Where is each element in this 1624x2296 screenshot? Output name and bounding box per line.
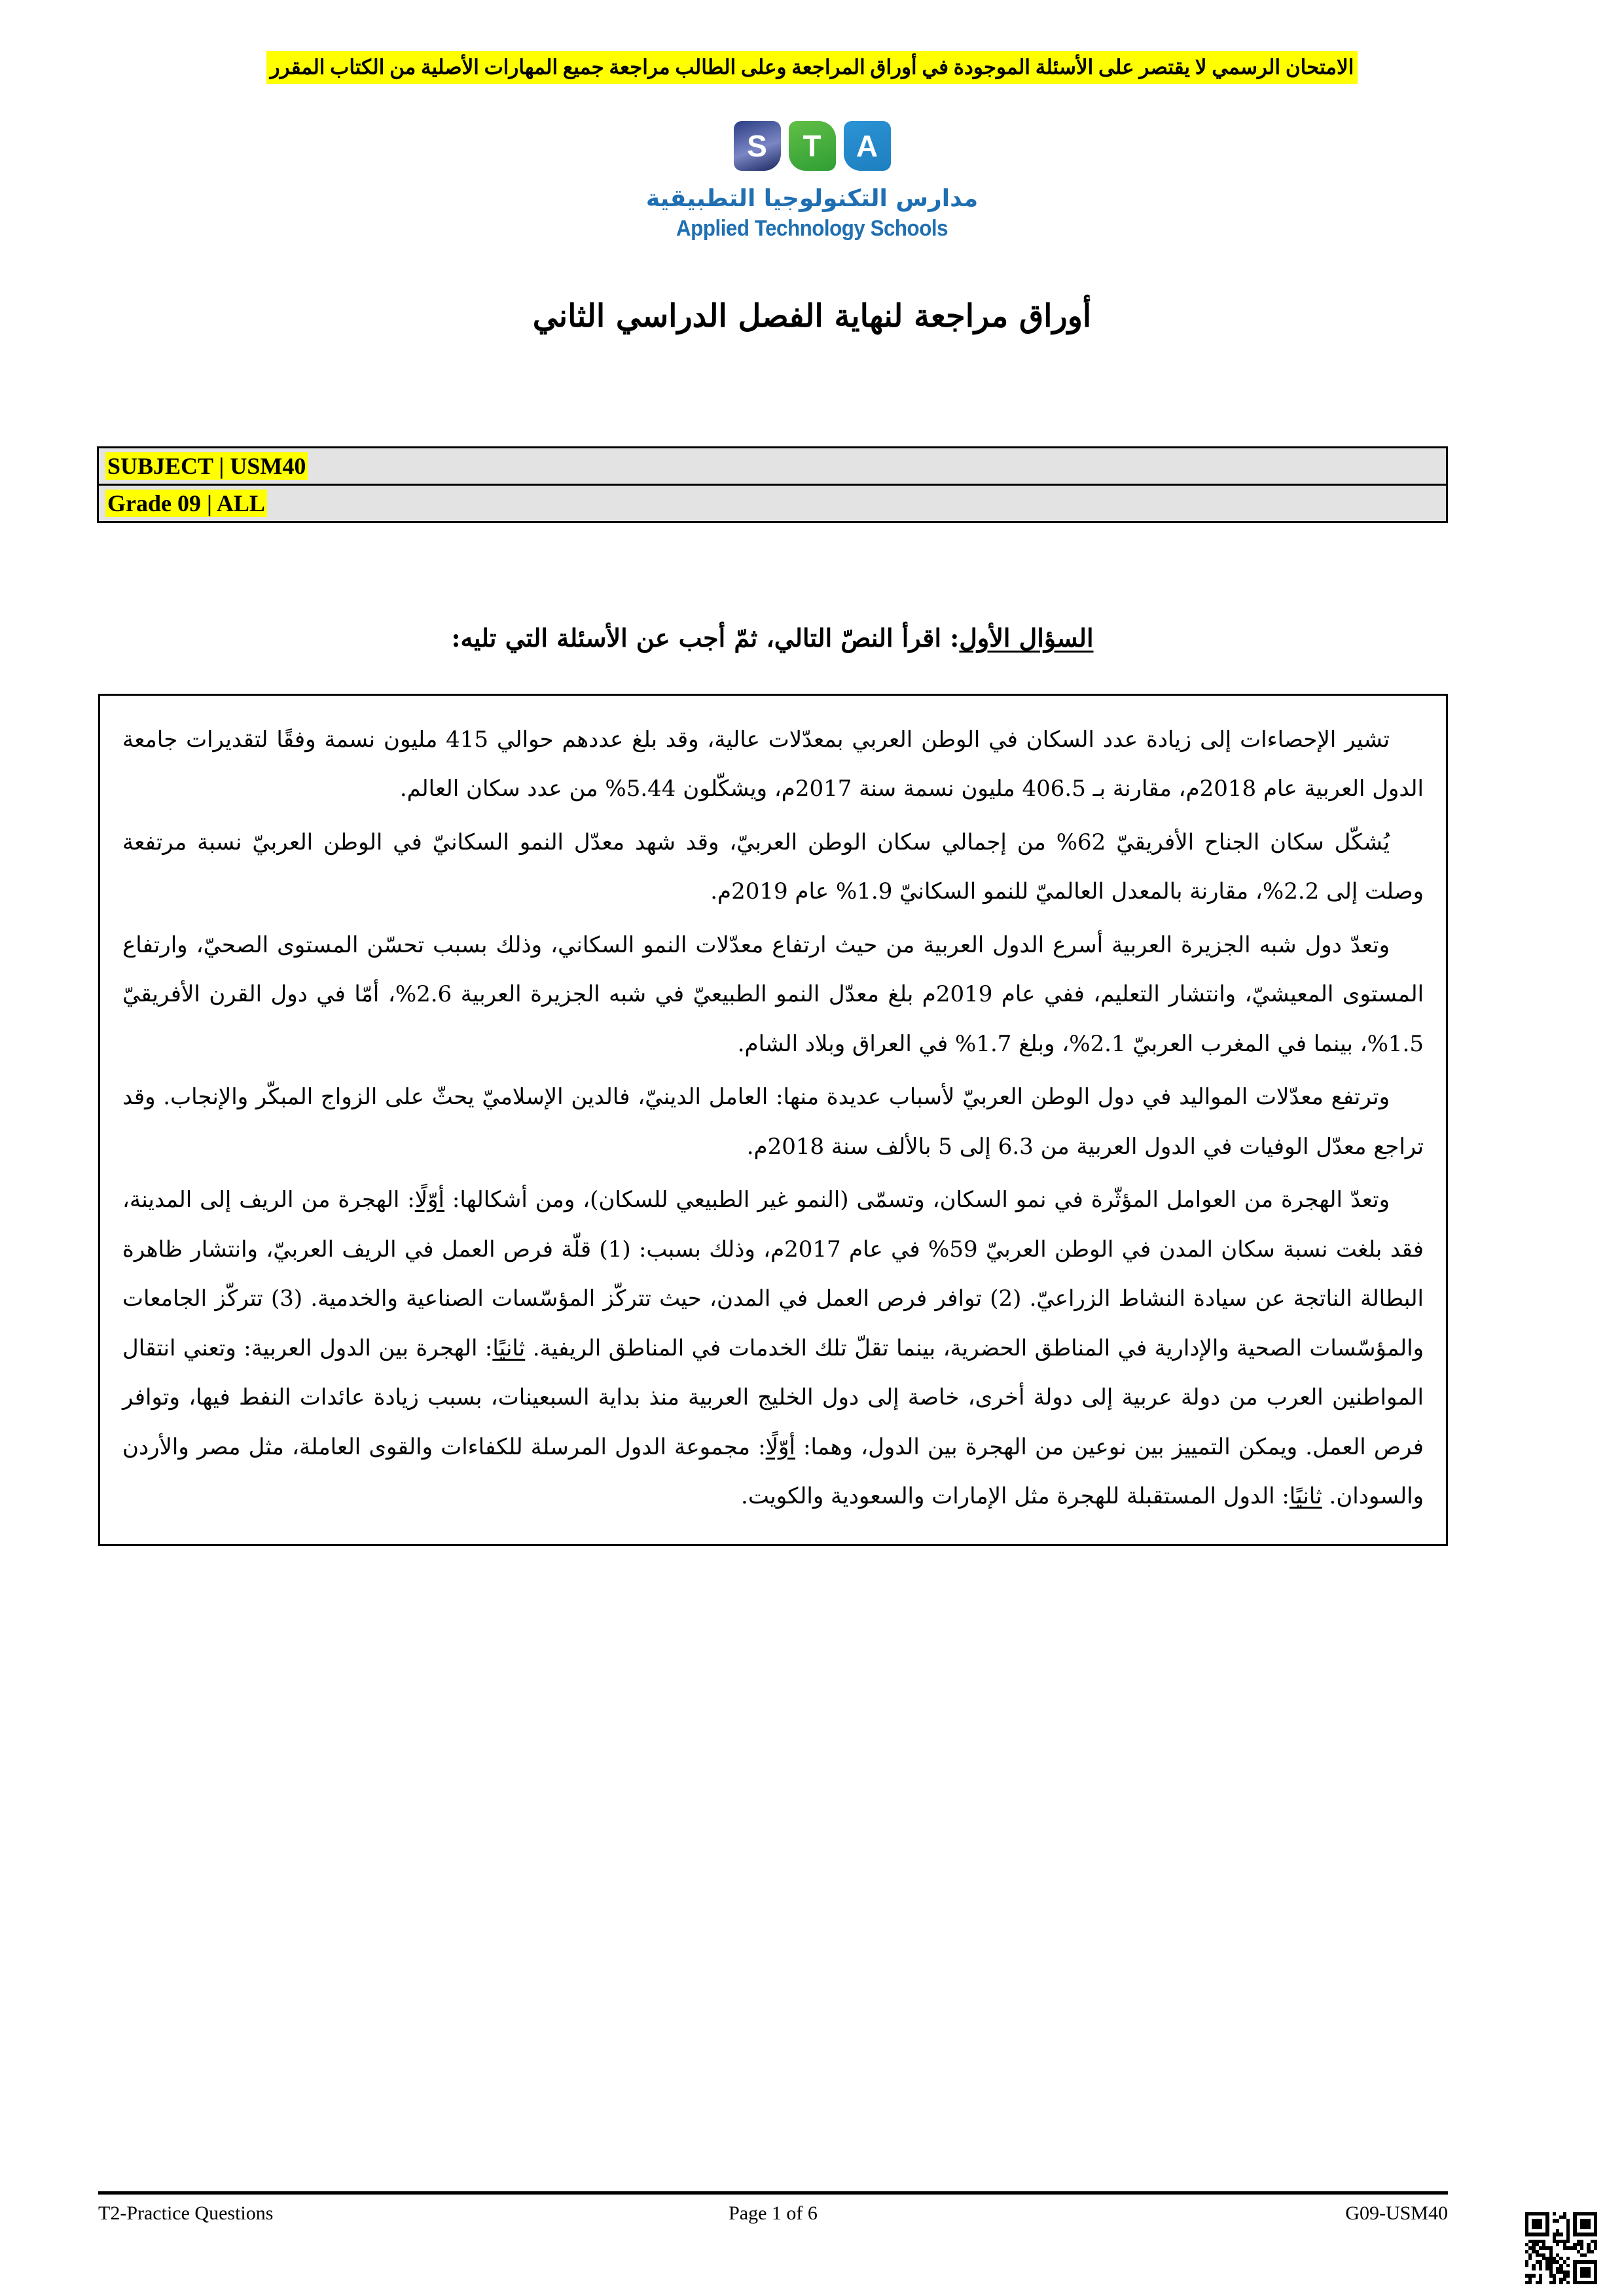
grade-cell (98, 485, 1447, 522)
notice-banner-text: الامتحان الرسمي لا يقتصر على الأسئلة الموجودة في أوراق المراجعة وعلى الطالب مراجعة جميع المهارات الأصلية من الكتاب المقرر (266, 51, 1358, 84)
reading-passage-box (98, 694, 1448, 1546)
subject-value: SUBJECT | USM40 (105, 452, 308, 480)
passage-seg-underlined: ثانيًا (1289, 1483, 1322, 1510)
passage-seg-underlined: أوّلًا (765, 1433, 795, 1460)
footer-doc-type: T2-Practice Questions (98, 2202, 274, 2224)
subject-info-table (97, 446, 1448, 523)
logo-tile-s-icon: S (734, 121, 781, 171)
qr-code-icon (1525, 2212, 1597, 2284)
page-footer (98, 2191, 1448, 2225)
passage-paragraph: وترتفع معدّلات المواليد في دول الوطن العربيّ لأسباب عديدة منها: العامل الدينيّ، فالدين الإسلاميّ يحثّ على الزواج المبكّر والإنجاب. وقد تراجع معدّل الوفيات في الدول العربية من 6.3 إلى 5 بالألف سنة 2018م. (122, 1084, 1424, 1160)
logo-tile-t-icon: T (789, 121, 836, 171)
passage-seg: : الهجرة من الريف إلى المدينة، فقد بلغت نسبة سكان المدن في الوطن العربيّ 59% في عام 2017م، وذلك بسبب: (1) قلّة فرص العمل في الريف العربيّ، وانتشار ظاهرة البطالة الناتجة عن سيادة النشاط الزراعيّ. (2) توافر فرص العمل في المدن، حيث تتركّز المؤسّسات الصناعية والخدمية. (3) تتركّز الجامعات والمؤسّسات الصحية والإدارية في المناطق الحضرية، بينما تقلّ تلك الخدمات في المناطق الريفية. (122, 1187, 1424, 1361)
footer-page-number: Page 1 of 6 (729, 2202, 818, 2224)
school-logo (0, 121, 1624, 242)
passage-seg-underlined: أوّلًا (414, 1187, 445, 1213)
logo-tiles (734, 121, 891, 171)
passage-seg-underlined: ثانيًا (492, 1335, 526, 1361)
question-heading-label: السؤال الأول (959, 623, 1094, 653)
passage-paragraph: تشير الإحصاءات إلى زيادة عدد السكان في الوطن العربي بمعدّلات عالية، وقد بلغ عددهم حوالي 415 مليون نسمة وفقًا لتقديرات جامعة الدول العربية عام 2018م، مقارنة بـ 406.5 مليون نسمة سنة 2017م، ويشكّلون 5.44% من عدد سكان العالم. (122, 726, 1424, 802)
passage-seg: : الهجرة بين الدول العربية: وتعني انتقال المواطنين العرب من دولة عربية إلى دولة أخرى، خاصة إلى دول الخليج العربية منذ بداية السبعينات، بسبب زيادة عائدات النفط فيها، وتوافر فرص العمل. ويمكن التمييز بين نوعين من الهجرة بين الدول، وهما: (122, 1335, 1424, 1460)
footer-code: G09-USM40 (1345, 2202, 1448, 2224)
question-heading (98, 623, 1447, 653)
passage-paragraph-migration (122, 1175, 1424, 1521)
subject-cell (98, 448, 1447, 485)
passage-seg: وتعدّ الهجرة من العوامل المؤثّرة في نمو السكان، وتسمّى (النمو غير الطبيعي للسكان)، ومن أشكالها: (444, 1187, 1390, 1213)
table-row (98, 485, 1447, 522)
logo-english-name: Applied Technology Schools (676, 216, 948, 241)
page-title: أوراق مراجعة لنهاية الفصل الدراسي الثاني (532, 298, 1092, 334)
passage-seg: : مجموعة الدول المرسلة للكفاءات والقوى العاملة، مثل مصر والأردن والسودان. (122, 1433, 1424, 1510)
passage-paragraph: يُشكّل سكان الجناح الأفريقيّ 62% من إجمالي سكان الوطن العربيّ، وقد شهد معدّل النمو السكانيّ في الوطن العربيّ نسبة مرتفعة وصلت إلى 2.2%، مقارنة بالمعدل العالميّ للنمو السكانيّ 1.9% عام 2019م. (122, 829, 1424, 905)
grade-value: Grade 09 | ALL (105, 490, 267, 517)
logo-arabic-name: مدارس التكنولوجيا التطبيقية (645, 185, 979, 212)
notice-banner (0, 51, 1624, 84)
logo-tile-a-icon: A (844, 121, 891, 171)
footer-row (98, 2202, 1448, 2225)
passage-paragraph: وتعدّ دول شبه الجزيرة العربية أسرع الدول العربية من حيث ارتفاع معدّلات النمو السكاني، وذلك بسبب تحسّن المستوى الصحيّ، وارتفاع المستوى المعيشيّ، وانتشار التعليم، ففي عام 2019م بلغ معدّل النمو الطبيعيّ في شبه الجزيرة العربية 2.6%، أمّا في دول القرن الأفريقيّ 1.5%، بينما في المغرب العربيّ 2.1%، وبلغ 1.7% في العراق وبلاد الشام. (122, 931, 1424, 1057)
passage-seg: : الدول المستقبلة للهجرة مثل الإمارات والسعودية والكويت. (741, 1483, 1290, 1510)
question-heading-rest: : اقرأ النصّ التالي، ثمّ أجب عن الأسئلة التي تليه: (451, 623, 960, 653)
table-row (98, 448, 1447, 485)
